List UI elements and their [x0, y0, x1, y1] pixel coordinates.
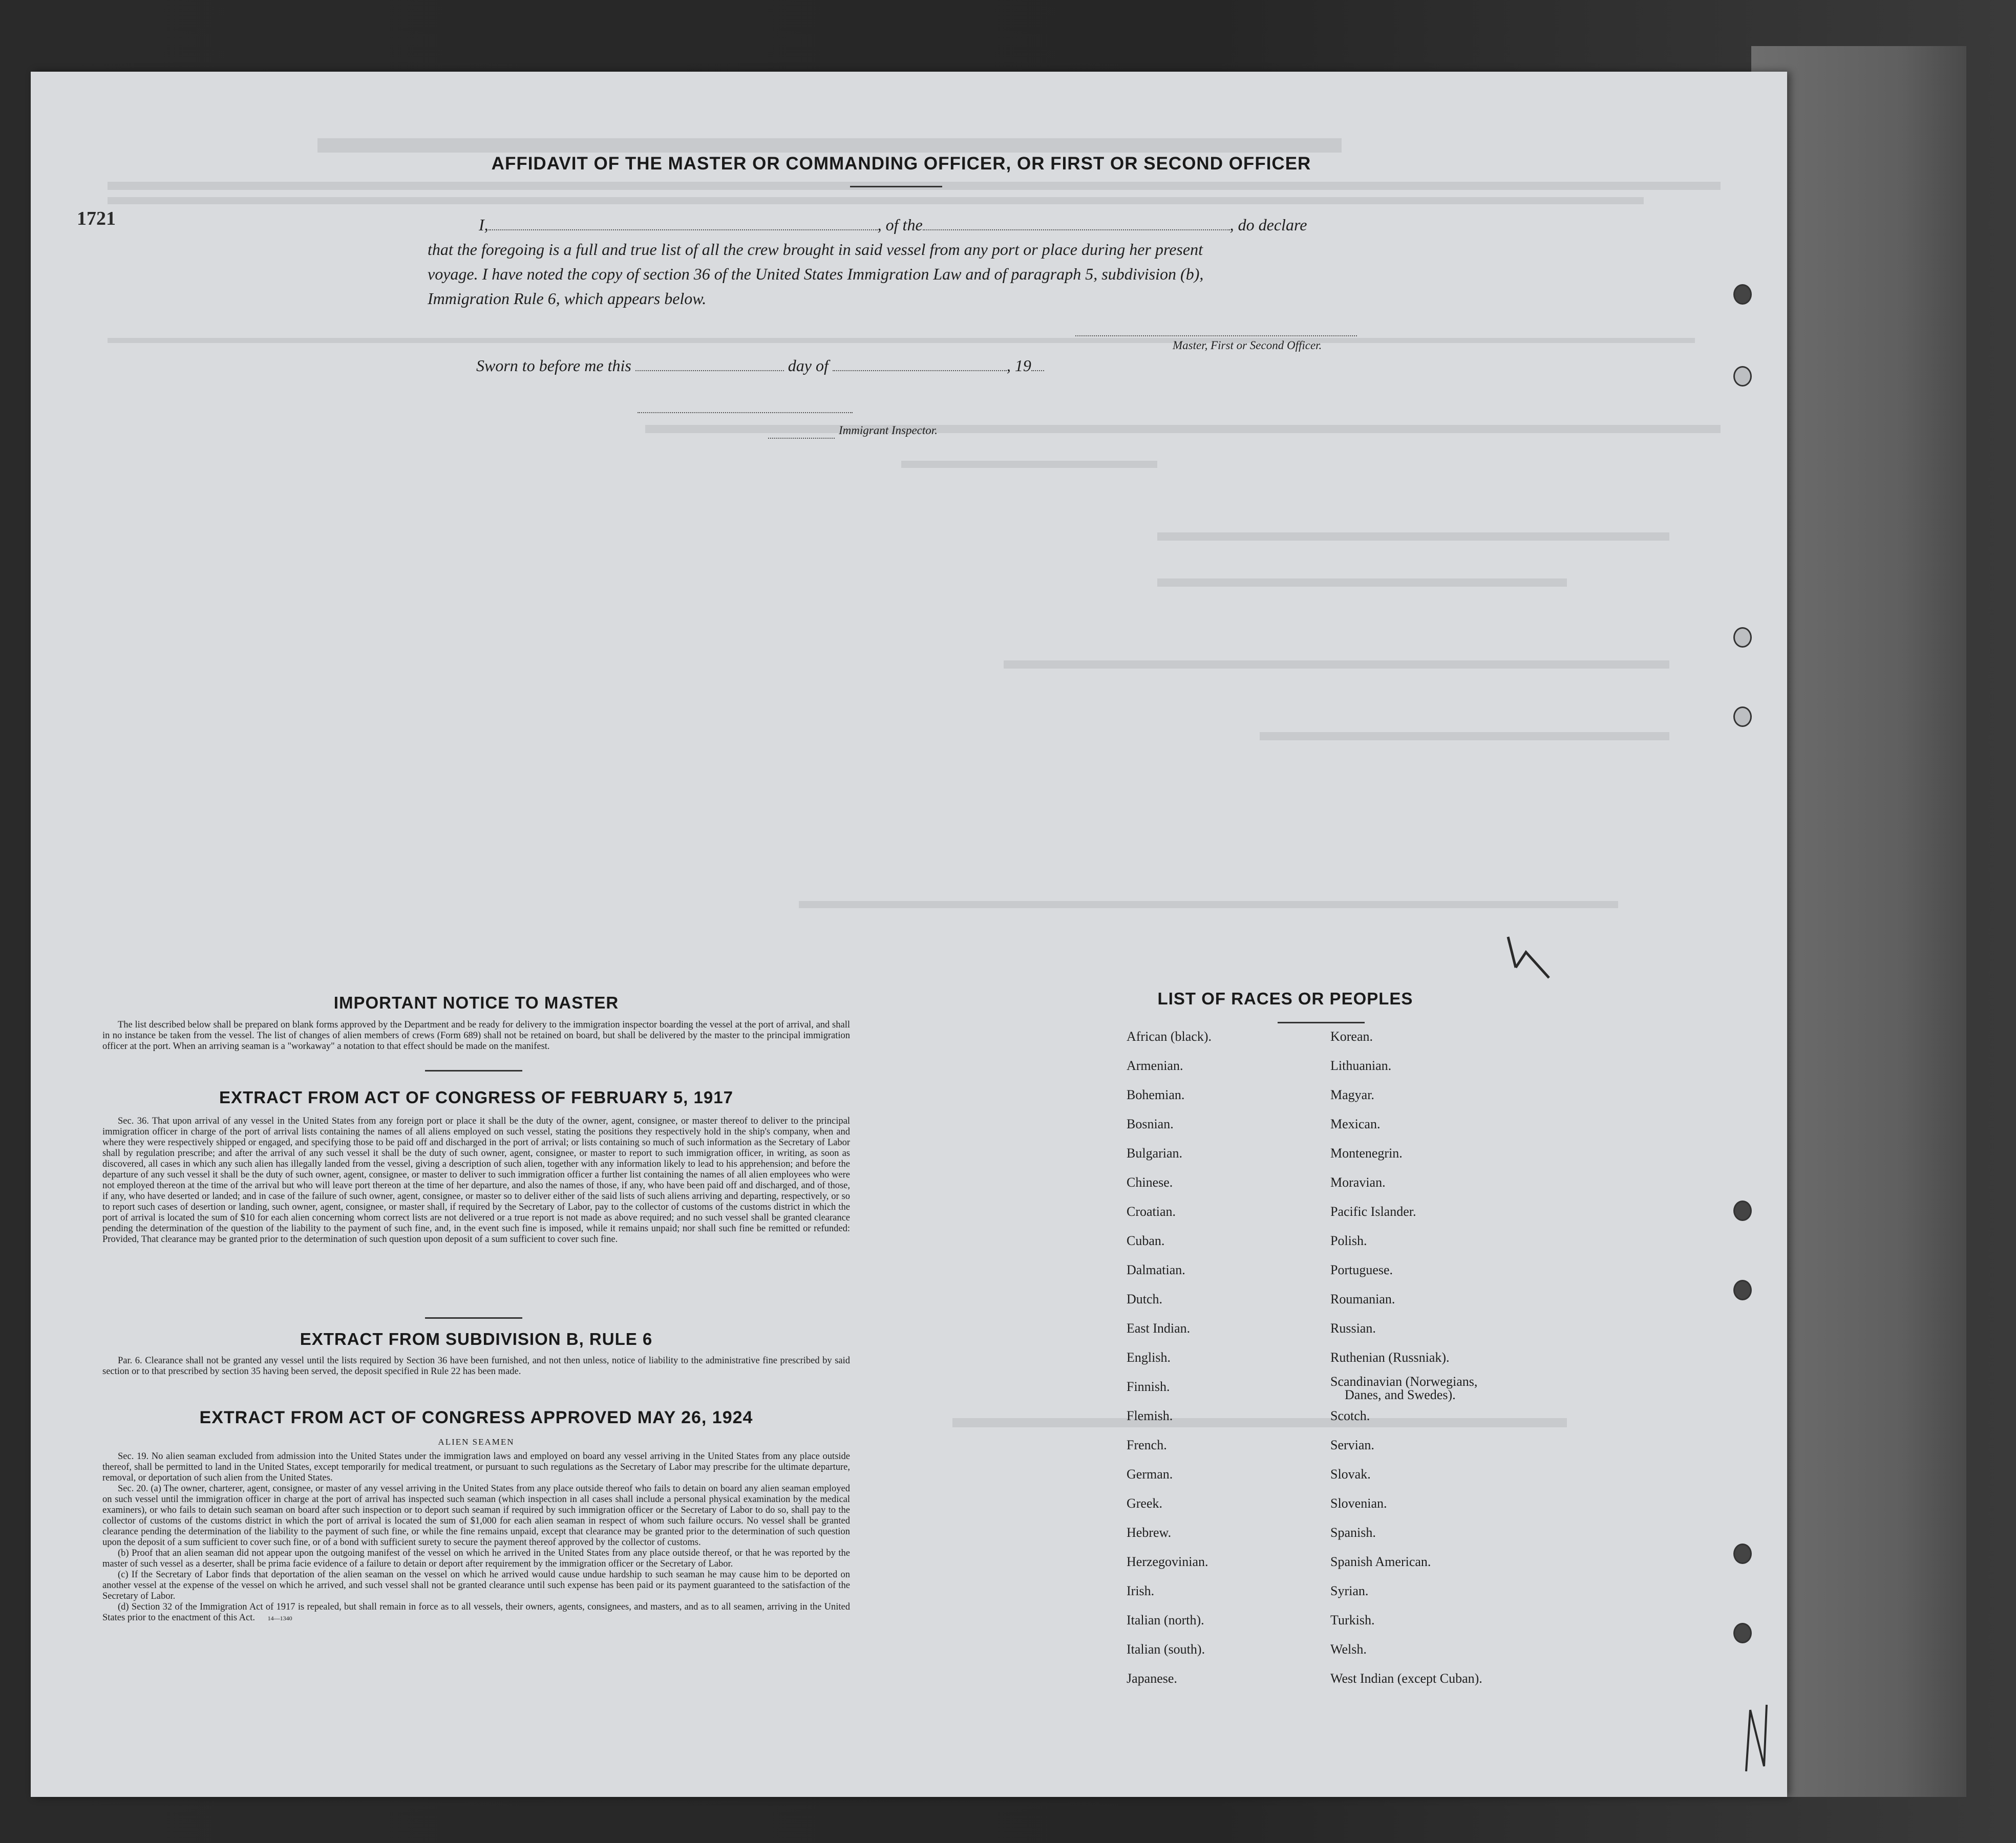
race-item: Turkish. — [1330, 1613, 1375, 1627]
sworn-line — [476, 353, 1193, 378]
divider — [1278, 1022, 1365, 1023]
race-item: West Indian (except Cuban). — [1330, 1671, 1482, 1686]
extract-rule6-text — [102, 1356, 850, 1377]
check-mark — [1500, 932, 1557, 983]
section-36-paragraph: Sec. 36. That upon arrival of any vessel in the United States from any foreign port or place it shall be the duty of the owner, agent, consignee, or master thereof to deliver to the principal immigration officer in charge of the port of arrival lists containing the names of all aliens employed on such vessel, stating the positions they respectively hold in the ship's company, when and where they were respectively shipped or engaged, and specifying those to be paid off and discharged in the port of arrival; or lists containing so much of such information as the Secretary of Labor shall by regulation prescribe; and after the arrival of any such vessel it shall be the duty of such owner, agent, consignee, or master to report to such immigration officer, in writing, as soon as discovered, all cases in which any such alien has illegally landed from the vessel, giving a description of such alien, together with any information likely to lead to his apprehension; and before the departure of any such vessel it shall be the duty of such owner, agent, consignee, or master to deliver to such immigration officer a further list containing the names of all alien employees who were not employed thereon at the time of the arrival but who will leave port thereon at the time of her departure, and also the names of those, if any, who have been paid off and discharged, and of those, if any, who have deserted or landed; and in case of the failure of such owner, agent, consignee, or master so to deliver either of the said lists of such aliens arriving and departing, respectively, or so to report such cases of desertion or landing, such owner, agent, consignee, or master shall, if required by the Secretary of Labor, pay to the collector of customs of the customs district in which the port of arrival is located the sum of $10 for each alien concerning whom correct lists are not delivered or a true report is not made as above required; and no such vessel shall be granted clearance pending the determination of the question of the liability to the payment of such fine, and, in the event such fine is imposed, while it remains unpaid; nor shall such fine be remitted or refunded: Provided, That clearance may be granted prior to the determination of such question upon deposit of a sum sufficient to cover such fine. — [102, 1116, 850, 1245]
text-of-the: , of the — [877, 216, 923, 234]
inspector-signature-line — [638, 412, 853, 413]
section-20d-paragraph — [102, 1602, 850, 1624]
declaration-text: that the foregoing is a full and true list of all the crew brought in said vessel from any port or place during her present — [428, 240, 1203, 259]
section-20b-paragraph: (b) Proof that an alien seaman did not appear upon the outgoing manifest of the vessel on which he arrived in the United States from any place outside thereof, or that he was reported by the master of such vessel as a deserter, shall be prima facie evidence of a failure to detain or deport after requirement by the immigration officer or the Secretary of Labor. — [102, 1548, 850, 1569]
race-item: Servian. — [1330, 1438, 1374, 1452]
race-item: Greek. — [1127, 1496, 1163, 1511]
race-item: French. — [1127, 1438, 1167, 1452]
race-item: Roumanian. — [1330, 1292, 1395, 1306]
race-item: Bohemian. — [1127, 1087, 1185, 1102]
race-item: German. — [1127, 1467, 1173, 1482]
document-page — [31, 72, 1787, 1797]
paragraph-6: Par. 6. Clearance shall not be granted any vessel until the lists required by Section 36 have been furnished, and not then unless, notice of liability to the administrative fine prescribed by said section or to that prescribed by section 35 having been served, the deposit specified in Rule 22 has been made. — [102, 1356, 850, 1377]
binder-hole — [1733, 284, 1752, 305]
inspector-dots — [768, 438, 835, 439]
extract-1917-title: EXTRACT FROM ACT OF CONGRESS OF FEBRUARY 5, 1917 — [219, 1088, 733, 1107]
divider — [425, 1070, 522, 1071]
section-19-paragraph: Sec. 19. No alien seaman excluded from admission into the United States under the immigration laws and employed on board any vessel arriving in the United States from any place outside thereof, shall be permitted to land in the United States, except temporarily for medical treatment, or pursuant to such regulations as the Secretary of Labor may prescribe for the ultimate departure, removal, or deportation of such alien from the United States. — [102, 1451, 850, 1483]
day-of-text: day of — [788, 356, 829, 375]
race-item: Armenian. — [1127, 1058, 1183, 1073]
section-20c-paragraph: (c) If the Secretary of Labor finds that deportation of the alien seaman on the vessel on which he arrived would cause undue hardship to such seaman he may cause him to be deported on another vessel at the expense of the vessel on which he arrived, and such vessel shall not be granted clearance until such expense has been paid or its payment guaranteed to the satisfaction of the Secretary of Labor. — [102, 1570, 850, 1601]
notice-text — [102, 1020, 850, 1052]
vessel-blank — [923, 229, 1230, 230]
race-item: Mexican. — [1330, 1117, 1381, 1131]
race-item: Lithuanian. — [1330, 1058, 1392, 1073]
text-i: I, — [479, 216, 489, 234]
binder-hole — [1733, 1623, 1752, 1643]
sworn-text: Sworn to before me this — [476, 356, 631, 375]
binder-hole — [1733, 1280, 1752, 1300]
races-title: LIST OF RACES OR PEOPLES — [1157, 989, 1413, 1008]
section-20d-text: (d) Section 32 of the Immigration Act of 1917 is repealed, but shall remain in force as to all vessels, their owners, agents, consignees, and masters, and as to all seamen, arriving in the United States prior to the enactment of this Act. — [102, 1602, 850, 1623]
extract-rule6-title: EXTRACT FROM SUBDIVISION B, RULE 6 — [300, 1330, 653, 1348]
notice-paragraph: The list described below shall be prepared on blank forms approved by the Department and be ready for delivery to the immigration inspector boarding the vessel at the port of arrival, and shall in no instance be taken from the vessel. The list of changes of alien members of crews (Form 689) shall not be retained on board, but shall be delivered by the master to the principal immigration officer at the port. When an arriving seaman is a "workaway" a notation to that effect should be made on the manifest. — [102, 1020, 850, 1052]
text-do-declare: , do declare — [1229, 216, 1307, 234]
race-item: Spanish American. — [1330, 1554, 1431, 1569]
race-item: Dalmatian. — [1127, 1262, 1185, 1277]
extract-1924-title: EXTRACT FROM ACT OF CONGRESS APPROVED MAY 26, 1924 — [199, 1408, 753, 1427]
race-item: Herzegovinian. — [1127, 1554, 1208, 1569]
declaration-line — [428, 212, 1452, 237]
declaration-text: Immigration Rule 6, which appears below. — [428, 289, 707, 308]
race-item: Welsh. — [1330, 1642, 1367, 1657]
name-blank — [489, 229, 878, 230]
race-item: Magyar. — [1330, 1087, 1374, 1102]
declaration-text: voyage. I have noted the copy of section 36 of the United States Immigration Law and of paragraph 5, subdivision (b), — [428, 265, 1204, 283]
race-item: Portuguese. — [1330, 1262, 1393, 1277]
race-item: Cuban. — [1127, 1233, 1165, 1248]
race-item: Irish. — [1127, 1583, 1155, 1598]
race-item: Montenegrin. — [1330, 1146, 1403, 1161]
binder-hole — [1733, 627, 1752, 648]
binder-hole — [1733, 706, 1752, 727]
race-item: Bosnian. — [1127, 1117, 1174, 1131]
races-left-column — [1127, 1029, 1321, 1735]
margin-number: 1721 — [77, 208, 116, 229]
extract-1924-subtitle: ALIEN SEAMEN — [438, 1437, 515, 1447]
binder-hole — [1733, 1201, 1752, 1221]
race-item: Japanese. — [1127, 1671, 1177, 1686]
day-blank — [635, 370, 784, 371]
binder-hole — [1733, 366, 1752, 387]
race-item: Italian (south). — [1127, 1642, 1205, 1657]
affidavit-title: AFFIDAVIT OF THE MASTER OR COMMANDING OFFICER, OR FIRST OR SECOND OFFICER — [491, 154, 1311, 174]
race-item: Polish. — [1330, 1233, 1367, 1248]
binder-hole — [1733, 1544, 1752, 1564]
race-item: East Indian. — [1127, 1321, 1191, 1336]
year-blank — [1031, 370, 1044, 371]
race-item: Croatian. — [1127, 1204, 1176, 1219]
race-item: Spanish. — [1330, 1525, 1376, 1540]
race-item: African (black). — [1127, 1029, 1212, 1044]
race-item: Italian (north). — [1127, 1613, 1204, 1627]
month-blank — [833, 370, 1007, 371]
race-item: Ruthenian (Russniak). — [1330, 1350, 1450, 1365]
form-number: 14—1340 — [267, 1615, 292, 1622]
race-item: Syrian. — [1330, 1583, 1369, 1598]
race-item: English. — [1127, 1350, 1171, 1365]
year-text: , 19 — [1006, 356, 1031, 375]
race-item: Pacific Islander. — [1330, 1204, 1416, 1219]
race-item: Slovak. — [1330, 1467, 1371, 1482]
race-item: Finnish. — [1127, 1379, 1170, 1394]
divider — [850, 186, 942, 187]
race-item: Scotch. — [1330, 1408, 1370, 1423]
extract-1924-text — [102, 1451, 850, 1624]
race-item: Slovenian. — [1330, 1496, 1387, 1511]
race-item: Moravian. — [1330, 1175, 1386, 1190]
races-right-column — [1330, 1029, 1617, 1735]
extract-1917-text — [102, 1116, 850, 1245]
race-item-continued: Danes, and Swedes). — [1345, 1387, 1456, 1402]
race-item: Bulgarian. — [1127, 1146, 1183, 1161]
race-item: Flemish. — [1127, 1408, 1173, 1423]
race-item: Korean. — [1330, 1029, 1373, 1044]
divider — [425, 1317, 522, 1319]
master-signature-line — [1075, 335, 1357, 336]
race-item: Chinese. — [1127, 1175, 1173, 1190]
master-label: Master, First or Second Officer. — [1173, 339, 1322, 352]
race-item: Hebrew. — [1127, 1525, 1172, 1540]
race-item: Dutch. — [1127, 1292, 1163, 1306]
handwritten-mark — [1741, 1700, 1772, 1776]
notice-title: IMPORTANT NOTICE TO MASTER — [333, 993, 619, 1012]
inspector-label: Immigrant Inspector. — [839, 424, 938, 437]
affidavit-body — [428, 212, 1452, 311]
race-item: Scandinavian (Norwegians, — [1330, 1374, 1478, 1389]
section-20a-paragraph: Sec. 20. (a) The owner, charterer, agent, consignee, or master of any vessel arriving in the United States from any place outside thereof who fails to detain on board any alien seaman employed on such vessel until the immigration officer in charge at the port of arrival has inspected such seaman (which inspection in all cases shall include a personal physical examination by the medical examiners), or who fails to detain such seaman on board after such inspection or to deport such seaman if required by such immigration officer or the Secretary of Labor to do so, shall pay to the collector of customs of the customs district in which the port of arrival is located the sum of $1,000 for each alien seaman in respect of whom such failure occurs. No vessel shall be granted clearance pending the determination of the liability to the payment of such fine, or while the fine remains unpaid, except that clearance may be granted prior to the determination of such question upon the deposit of a sum sufficient to cover such fine, or of a bond with sufficient surety to secure the payment thereof approved by the collector of customs. — [102, 1484, 850, 1548]
race-item: Russian. — [1330, 1321, 1376, 1336]
